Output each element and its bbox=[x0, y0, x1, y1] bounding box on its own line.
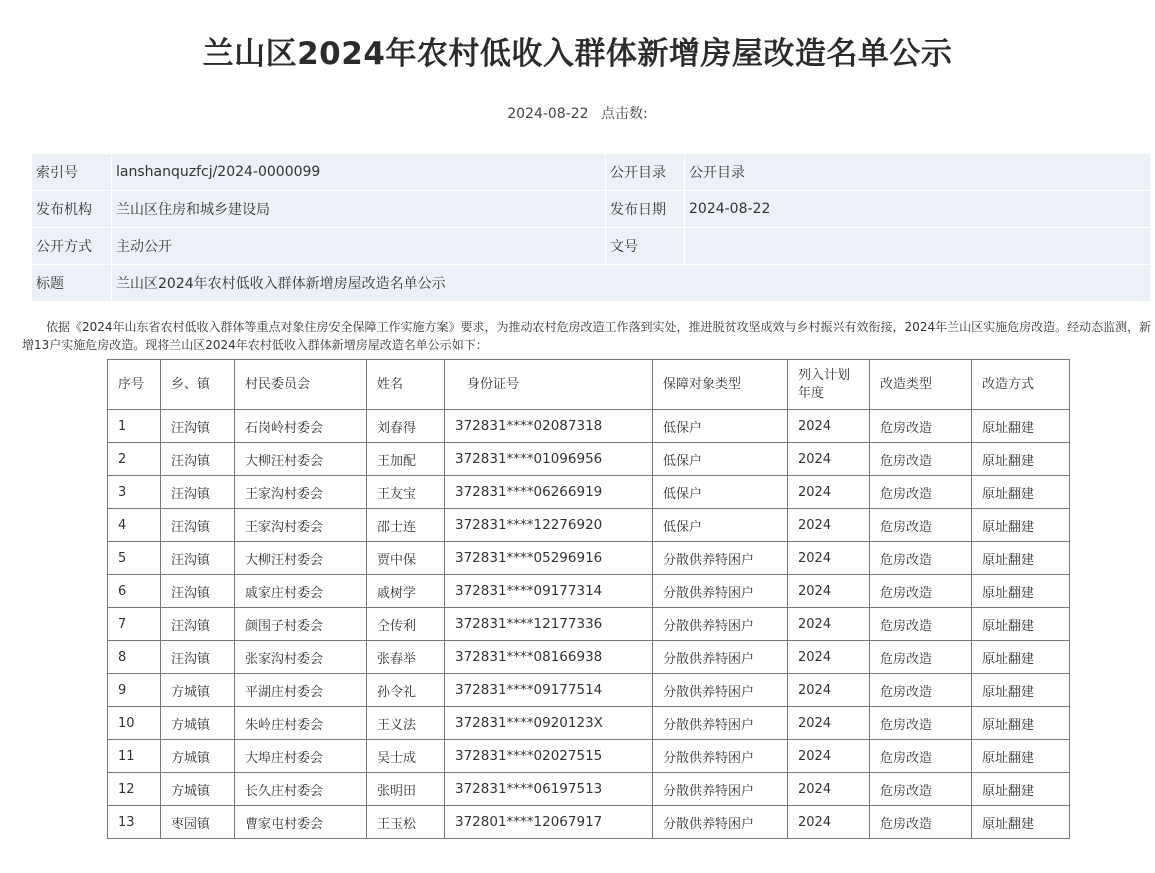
col-header-year: 列入计划年度 bbox=[788, 360, 870, 410]
table-row bbox=[108, 707, 1070, 740]
cell-reno-type: 危房改造 bbox=[870, 806, 972, 839]
cell-town: 方城镇 bbox=[161, 740, 235, 773]
info-value: 主动公开 bbox=[112, 228, 605, 264]
cell-id: 372831****06197513 bbox=[445, 773, 653, 806]
cell-reno-method: 原址翻建 bbox=[972, 674, 1070, 707]
cell-year: 2024 bbox=[788, 542, 870, 575]
cell-name: 刘春得 bbox=[367, 410, 445, 443]
cell-town: 枣园镇 bbox=[161, 806, 235, 839]
cell-reno-method: 原址翻建 bbox=[972, 707, 1070, 740]
table-row bbox=[108, 509, 1070, 542]
cell-type: 分散供养特困户 bbox=[653, 707, 788, 740]
cell-reno-type: 危房改造 bbox=[870, 707, 972, 740]
cell-reno-type: 危房改造 bbox=[870, 641, 972, 674]
col-header-name: 姓名 bbox=[367, 360, 445, 410]
cell-village: 戚家庄村委会 bbox=[235, 575, 367, 608]
cell-village: 曹家屯村委会 bbox=[235, 806, 367, 839]
cell-id: 372801****12067917 bbox=[445, 806, 653, 839]
cell-name: 戚树学 bbox=[367, 575, 445, 608]
cell-type: 低保户 bbox=[653, 443, 788, 476]
col-header-reno-type: 改造类型 bbox=[870, 360, 972, 410]
cell-type: 分散供养特困户 bbox=[653, 542, 788, 575]
cell-seq: 5 bbox=[108, 542, 161, 575]
cell-reno-type: 危房改造 bbox=[870, 740, 972, 773]
cell-reno-method: 原址翻建 bbox=[972, 740, 1070, 773]
cell-village: 大柳汪村委会 bbox=[235, 542, 367, 575]
cell-reno-type: 危房改造 bbox=[870, 608, 972, 641]
cell-reno-type: 危房改造 bbox=[870, 674, 972, 707]
cell-village: 大柳汪村委会 bbox=[235, 443, 367, 476]
cell-name: 王义法 bbox=[367, 707, 445, 740]
cell-reno-method: 原址翻建 bbox=[972, 476, 1070, 509]
cell-reno-method: 原址翻建 bbox=[972, 575, 1070, 608]
info-key: 文号 bbox=[606, 228, 684, 264]
cell-id: 372831****12177336 bbox=[445, 608, 653, 641]
renovation-list-table bbox=[107, 359, 1070, 839]
cell-town: 汪沟镇 bbox=[161, 542, 235, 575]
table-body bbox=[108, 410, 1070, 839]
cell-village: 王家沟村委会 bbox=[235, 509, 367, 542]
cell-type: 分散供养特困户 bbox=[653, 674, 788, 707]
cell-reno-type: 危房改造 bbox=[870, 773, 972, 806]
col-header-town: 乡、镇 bbox=[161, 360, 235, 410]
cell-id: 372831****09177514 bbox=[445, 674, 653, 707]
cell-seq: 1 bbox=[108, 410, 161, 443]
cell-seq: 13 bbox=[108, 806, 161, 839]
table-row bbox=[108, 740, 1070, 773]
cell-name: 王加配 bbox=[367, 443, 445, 476]
cell-type: 分散供养特困户 bbox=[653, 740, 788, 773]
cell-id: 372831****08166938 bbox=[445, 641, 653, 674]
publish-meta bbox=[0, 103, 1155, 123]
cell-town: 汪沟镇 bbox=[161, 575, 235, 608]
info-row-index bbox=[32, 154, 1150, 190]
cell-village: 张家沟村委会 bbox=[235, 641, 367, 674]
cell-year: 2024 bbox=[788, 773, 870, 806]
cell-village: 朱岭庄村委会 bbox=[235, 707, 367, 740]
cell-reno-method: 原址翻建 bbox=[972, 410, 1070, 443]
cell-seq: 12 bbox=[108, 773, 161, 806]
table-row bbox=[108, 608, 1070, 641]
cell-name: 贾中保 bbox=[367, 542, 445, 575]
cell-seq: 11 bbox=[108, 740, 161, 773]
col-header-id: 身份证号 bbox=[445, 360, 653, 410]
cell-type: 分散供养特困户 bbox=[653, 773, 788, 806]
info-key: 公开目录 bbox=[606, 154, 684, 190]
cell-year: 2024 bbox=[788, 740, 870, 773]
cell-reno-method: 原址翻建 bbox=[972, 806, 1070, 839]
info-value: 兰山区住房和城乡建设局 bbox=[112, 191, 605, 227]
cell-town: 汪沟镇 bbox=[161, 443, 235, 476]
cell-village: 平湖庄村委会 bbox=[235, 674, 367, 707]
table-row bbox=[108, 806, 1070, 839]
cell-village: 颜围子村委会 bbox=[235, 608, 367, 641]
info-row-title bbox=[32, 265, 1150, 301]
cell-village: 长久庄村委会 bbox=[235, 773, 367, 806]
info-key: 发布日期 bbox=[606, 191, 684, 227]
cell-year: 2024 bbox=[788, 641, 870, 674]
cell-type: 分散供养特困户 bbox=[653, 806, 788, 839]
cell-year: 2024 bbox=[788, 806, 870, 839]
cell-year: 2024 bbox=[788, 443, 870, 476]
cell-name: 孙令礼 bbox=[367, 674, 445, 707]
col-header-village: 村民委员会 bbox=[235, 360, 367, 410]
info-panel bbox=[32, 154, 1150, 302]
table-row bbox=[108, 773, 1070, 806]
cell-town: 汪沟镇 bbox=[161, 641, 235, 674]
cell-seq: 2 bbox=[108, 443, 161, 476]
cell-reno-method: 原址翻建 bbox=[972, 443, 1070, 476]
cell-year: 2024 bbox=[788, 509, 870, 542]
cell-reno-method: 原址翻建 bbox=[972, 608, 1070, 641]
cell-town: 汪沟镇 bbox=[161, 509, 235, 542]
cell-name: 张春举 bbox=[367, 641, 445, 674]
table-row bbox=[108, 443, 1070, 476]
table-row bbox=[108, 542, 1070, 575]
cell-reno-type: 危房改造 bbox=[870, 443, 972, 476]
cell-town: 方城镇 bbox=[161, 674, 235, 707]
cell-reno-type: 危房改造 bbox=[870, 476, 972, 509]
info-value: 公开目录 bbox=[685, 154, 1150, 190]
info-value bbox=[685, 228, 1150, 264]
info-key: 标题 bbox=[32, 265, 111, 301]
cell-town: 方城镇 bbox=[161, 773, 235, 806]
page-title: 兰山区2024年农村低收入群体新增房屋改造名单公示 bbox=[202, 36, 953, 72]
cell-type: 分散供养特困户 bbox=[653, 608, 788, 641]
cell-reno-type: 危房改造 bbox=[870, 410, 972, 443]
info-value: lanshanquzfcj/2024-0000099 bbox=[112, 154, 605, 190]
cell-type: 低保户 bbox=[653, 509, 788, 542]
cell-year: 2024 bbox=[788, 410, 870, 443]
cell-year: 2024 bbox=[788, 575, 870, 608]
cell-type: 分散供养特困户 bbox=[653, 641, 788, 674]
cell-reno-method: 原址翻建 bbox=[972, 641, 1070, 674]
cell-town: 汪沟镇 bbox=[161, 410, 235, 443]
cell-reno-method: 原址翻建 bbox=[972, 509, 1070, 542]
cell-type: 分散供养特困户 bbox=[653, 575, 788, 608]
cell-reno-method: 原址翻建 bbox=[972, 773, 1070, 806]
cell-name: 邵士连 bbox=[367, 509, 445, 542]
col-header-reno-method: 改造方式 bbox=[972, 360, 1070, 410]
cell-name: 王友宝 bbox=[367, 476, 445, 509]
cell-year: 2024 bbox=[788, 707, 870, 740]
cell-town: 汪沟镇 bbox=[161, 608, 235, 641]
cell-id: 372831****0920123X bbox=[445, 707, 653, 740]
cell-reno-type: 危房改造 bbox=[870, 509, 972, 542]
cell-village: 石岗岭村委会 bbox=[235, 410, 367, 443]
info-value: 2024-08-22 bbox=[685, 191, 1150, 227]
info-row-publisher bbox=[32, 191, 1150, 227]
cell-seq: 3 bbox=[108, 476, 161, 509]
cell-reno-method: 原址翻建 bbox=[972, 542, 1070, 575]
cell-seq: 10 bbox=[108, 707, 161, 740]
cell-town: 方城镇 bbox=[161, 707, 235, 740]
info-key: 发布机构 bbox=[32, 191, 111, 227]
cell-reno-type: 危房改造 bbox=[870, 542, 972, 575]
cell-name: 仝传利 bbox=[367, 608, 445, 641]
cell-seq: 6 bbox=[108, 575, 161, 608]
table-header-row bbox=[108, 360, 1070, 410]
info-row-method bbox=[32, 228, 1150, 264]
click-count-label: 点击数: bbox=[601, 106, 648, 122]
cell-type: 低保户 bbox=[653, 410, 788, 443]
cell-year: 2024 bbox=[788, 674, 870, 707]
cell-village: 王家沟村委会 bbox=[235, 476, 367, 509]
cell-seq: 4 bbox=[108, 509, 161, 542]
table-row bbox=[108, 641, 1070, 674]
cell-reno-type: 危房改造 bbox=[870, 575, 972, 608]
table-row bbox=[108, 674, 1070, 707]
cell-id: 372831****01096956 bbox=[445, 443, 653, 476]
cell-type: 低保户 bbox=[653, 476, 788, 509]
cell-village: 大埠庄村委会 bbox=[235, 740, 367, 773]
info-key: 公开方式 bbox=[32, 228, 111, 264]
info-key: 索引号 bbox=[32, 154, 111, 190]
cell-id: 372831****05296916 bbox=[445, 542, 653, 575]
cell-id: 372831****02087318 bbox=[445, 410, 653, 443]
cell-seq: 9 bbox=[108, 674, 161, 707]
cell-id: 372831****12276920 bbox=[445, 509, 653, 542]
cell-town: 汪沟镇 bbox=[161, 476, 235, 509]
publish-date: 2024-08-22 bbox=[507, 106, 589, 122]
cell-name: 张明田 bbox=[367, 773, 445, 806]
table-row bbox=[108, 410, 1070, 443]
info-value: 兰山区2024年农村低收入群体新增房屋改造名单公示 bbox=[112, 265, 1150, 301]
col-header-type: 保障对象类型 bbox=[653, 360, 788, 410]
cell-name: 王玉松 bbox=[367, 806, 445, 839]
table-row bbox=[108, 476, 1070, 509]
cell-seq: 7 bbox=[108, 608, 161, 641]
cell-id: 372831****09177314 bbox=[445, 575, 653, 608]
cell-seq: 8 bbox=[108, 641, 161, 674]
cell-id: 372831****06266919 bbox=[445, 476, 653, 509]
intro-paragraph: 依据《2024年山东省农村低收入群体等重点对象住房安全保障工作实施方案》要求，为推动农村危房改造工作落到实处，推进脱贫攻坚成效与乡村振兴有效衔接，2024年兰山区实施危房改造。经动态监测，新增13户实施危房改造。现将兰山区2024年农村低收入群体新增房屋改造名单公示如下： bbox=[22, 320, 1152, 352]
cell-year: 2024 bbox=[788, 476, 870, 509]
cell-year: 2024 bbox=[788, 608, 870, 641]
cell-id: 372831****02027515 bbox=[445, 740, 653, 773]
cell-name: 吴士成 bbox=[367, 740, 445, 773]
table-row bbox=[108, 575, 1070, 608]
col-header-seq: 序号 bbox=[108, 360, 161, 410]
